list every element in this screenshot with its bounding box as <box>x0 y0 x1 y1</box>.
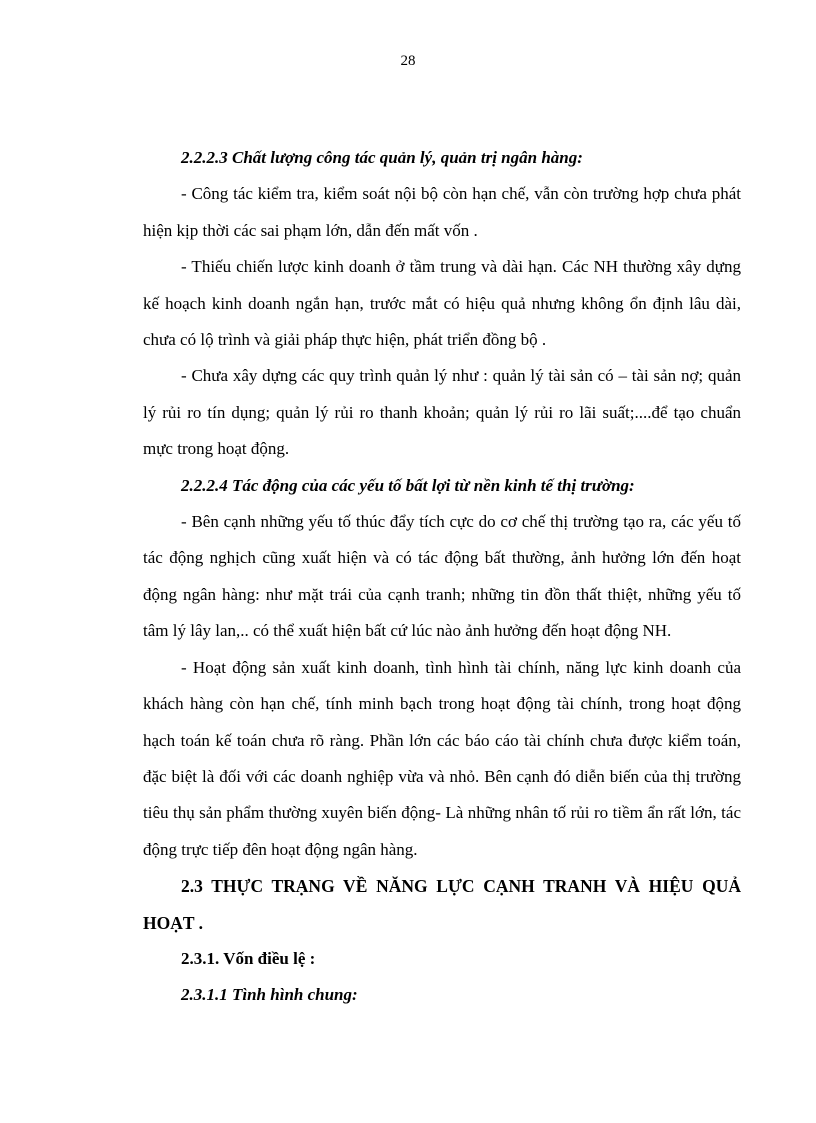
section-heading-2-3-1-1: 2.3.1.1 Tình hình chung: <box>181 985 358 1005</box>
paragraph: - Thiếu chiến lược kinh doanh ở tầm trung và dài hạn. Các NH thường xây dựng kế hoạch kinh doanh ngắn hạn, trước mắt có hiệu quả nhưng không ổn định lâu dài, chưa có lộ trình và giải pháp thực hiện, phát triển đồng bộ . <box>143 257 741 350</box>
section-heading-2-3-1: 2.3.1. Vốn điều lệ : <box>181 948 316 968</box>
document-body <box>143 140 741 1014</box>
paragraph: - Công tác kiểm tra, kiểm soát nội bộ còn hạn chế, vẫn còn trường hợp chưa phát hiện kịp thời các sai phạm lớn, dẫn đến mất vốn . <box>143 184 741 240</box>
page-number: 28 <box>400 53 416 69</box>
paragraph: - Chưa xây dựng các quy trình quản lý như : quản lý tài sản có – tài sản nợ; quản lý rủi ro tín dụng; quản lý rủi ro thanh khoản; quản lý rủi ro lãi suất;....để tạo chuẩn mực trong hoạt động. <box>143 366 741 459</box>
paragraph: - Hoạt động sản xuất kinh doanh, tình hình tài chính, năng lực kinh doanh của khách hàng còn hạn chế, tính minh bạch trong hoạt động tài chính, trong hoạt động hạch toán kế toán chưa rõ ràng. Phần lớn các báo cáo tài chính chưa được kiểm toán, đặc biệt là đối với các doanh nghiệp vừa và nhỏ. Bên cạnh đó diễn biến của thị trường tiêu thụ sản phẩm thường xuyên biến động- Là những nhân tố rủi ro tiềm ẩn rất lớn, tác động trực tiếp đên hoạt động ngân hàng. <box>143 657 741 859</box>
section-heading-2-3: 2.3 THỰC TRẠNG VỀ NĂNG LỰC CẠNH TRANH VÀ HIỆU QUẢ HOẠT . <box>143 876 741 933</box>
paragraph: - Bên cạnh những yếu tố thúc đẩy tích cực do cơ chế thị trường tạo ra, các yếu tố tác động nghịch cũng xuất hiện và có tác động bất thường, ảnh hưởng lớn đến hoạt động ngân hàng: như mặt trái của cạnh tranh; những tin đồn thất thiệt, những yếu tố tâm lý lây lan,.. có thể xuất hiện bất cứ lúc nào ảnh hưởng đến hoạt động NH. <box>143 512 741 641</box>
section-heading-2-2-2-3: 2.2.2.3 Chất lượng công tác quản lý, quản trị ngân hàng: <box>181 148 583 167</box>
section-heading-2-2-2-4: 2.2.2.4 Tác động của các yếu tố bất lợi từ nền kinh tế thị trường: <box>181 475 635 495</box>
